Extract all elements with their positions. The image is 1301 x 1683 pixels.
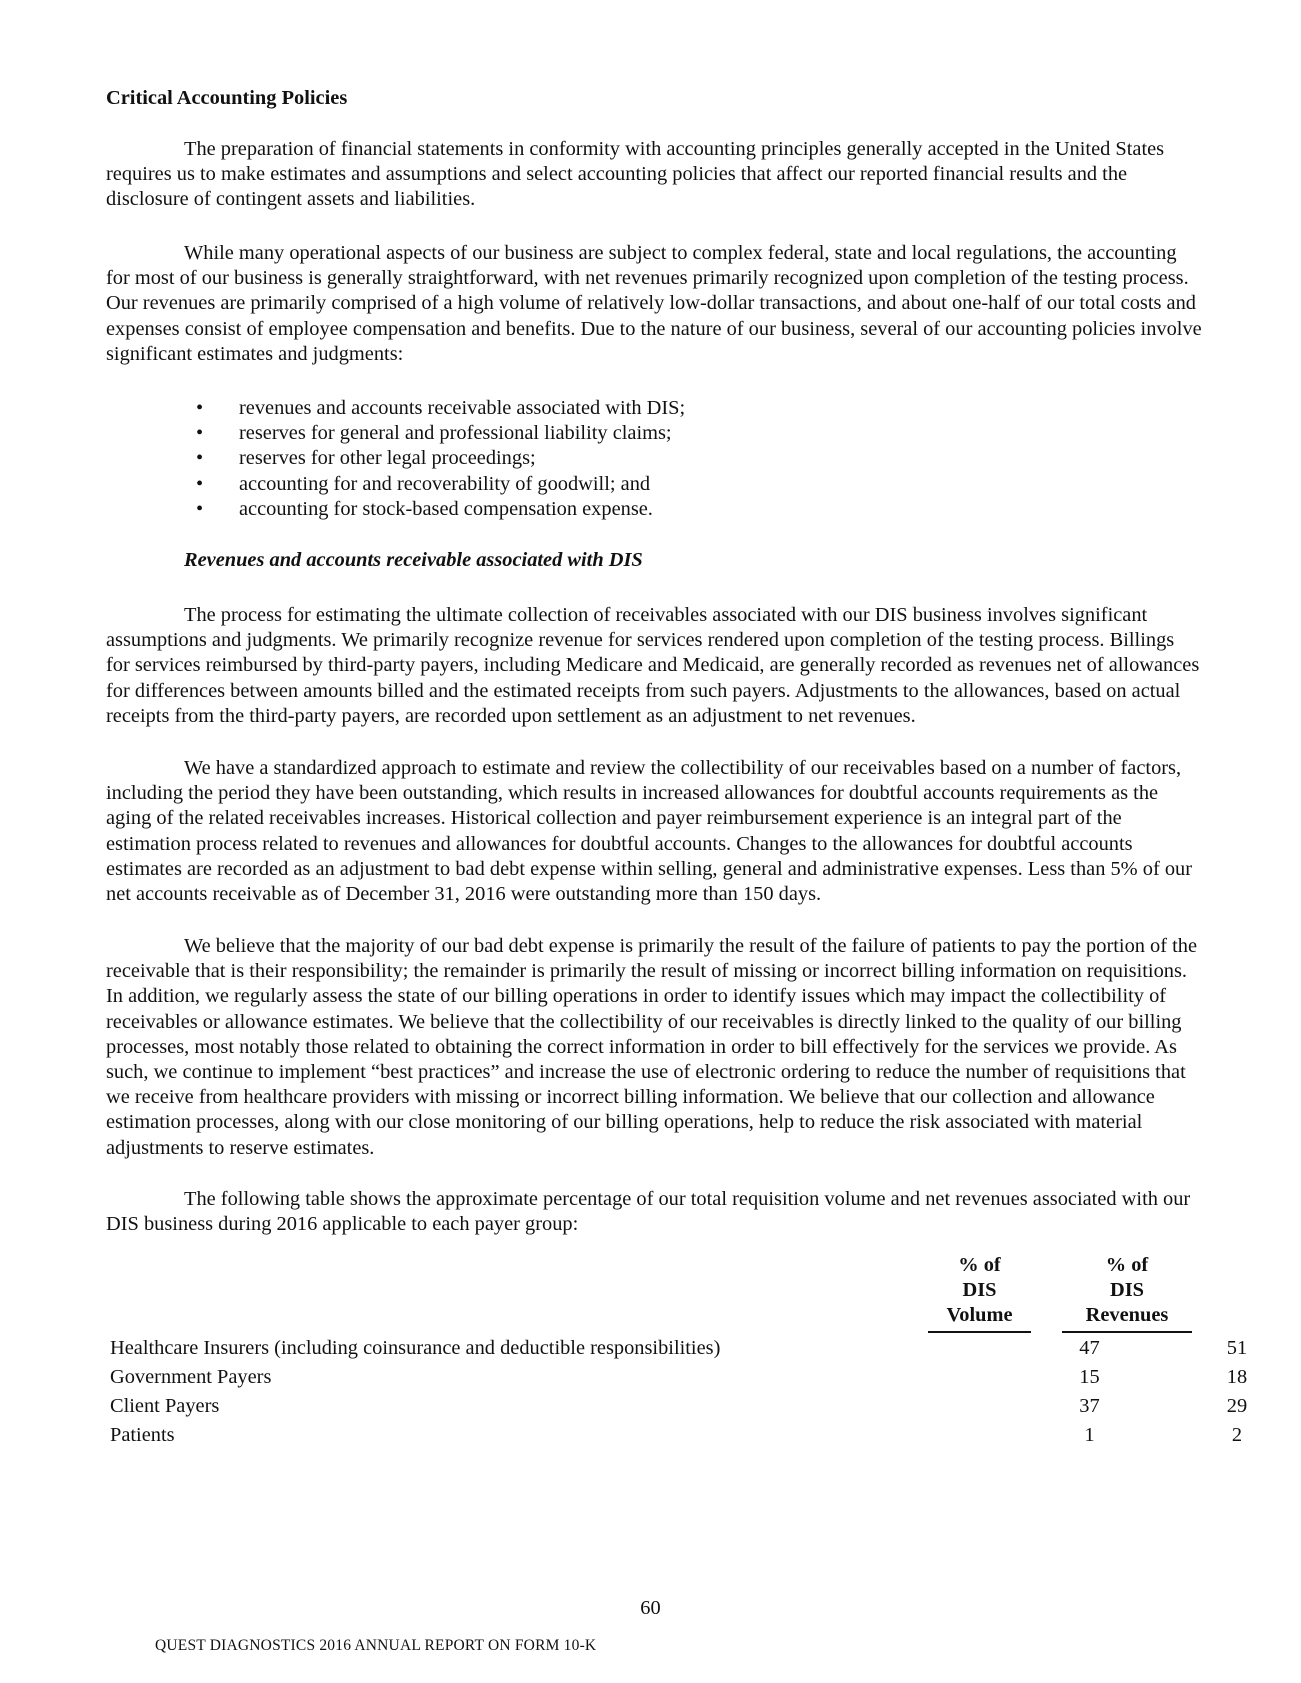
row-label: Healthcare Insurers (including coinsurance and deductible responsibilities) <box>110 1337 721 1359</box>
list-item <box>196 421 685 446</box>
revenues-value: 18 <box>1226 1366 1248 1388</box>
volume-value: 47 <box>1079 1337 1100 1359</box>
list-item-text: reserves for other legal proceedings; <box>239 447 536 470</box>
paragraph-table-intro: The following table shows the approximate percentage of our total requisition volume and net revenues associated with our DIS business during 2016 applicable to each payer group: <box>106 1188 1191 1236</box>
table-row <box>110 1365 1248 1394</box>
row-label: Patients <box>110 1424 175 1446</box>
list-item <box>196 497 685 522</box>
revenues-value: 29 <box>1226 1395 1248 1417</box>
header-line: DIS <box>962 1279 997 1302</box>
table-row <box>110 1336 1248 1365</box>
header-line: DIS <box>1109 1279 1144 1302</box>
volume-value: 37 <box>1079 1395 1100 1417</box>
list-item-text: revenues and accounts receivable associated with DIS; <box>239 397 686 419</box>
policy-list <box>196 396 685 522</box>
revenues-value: 51 <box>1226 1337 1248 1359</box>
header-line: Volume <box>946 1304 1013 1327</box>
row-label: Government Payers <box>110 1366 272 1388</box>
header-line: % of <box>1105 1254 1149 1276</box>
section-heading: Critical Accounting Policies <box>106 87 348 109</box>
column-header-volume <box>928 1253 1031 1333</box>
header-line: Revenues <box>1085 1304 1169 1327</box>
table-row <box>110 1394 1248 1423</box>
column-header-revenues <box>1062 1253 1192 1333</box>
list-item-text: accounting for and recoverability of goodwill; and <box>239 472 651 495</box>
paragraph-intro: The preparation of financial statements in conformity with accounting principles generally accepted in the United States requires us to make estimates and assumptions and select accounting policies that affect our reported financial results and the disclosure of contingent assets and liabilities. <box>106 138 1165 211</box>
bullet-icon: • <box>196 447 204 470</box>
volume-value: 1 <box>1084 1424 1095 1446</box>
table-row <box>110 1423 1243 1452</box>
bullet-icon: • <box>196 422 204 445</box>
list-item <box>196 396 685 421</box>
list-item <box>196 472 685 497</box>
page-number: 60 <box>640 1597 661 1619</box>
volume-value: 15 <box>1079 1366 1100 1388</box>
revenues-value: 2 <box>1231 1424 1243 1446</box>
list-item-text: accounting for stock-based compensation expense. <box>239 497 653 520</box>
bullet-icon: • <box>196 397 204 419</box>
paragraph-operations: While many operational aspects of our business are subject to complex federal, state and local regulations, the accounting for most of our business is generally straightforward, with net revenues primarily recognized upon completion of the testing process. Our revenues are primarily comprised of a high volume of relatively low-dollar transactions, and about one-half of our total costs and expenses consist of employee compensation and benefits. Due to the nature of our business, several of our accounting policies involve significant estimates and judgments: <box>106 242 1202 365</box>
paragraph-standardized-approach: We have a standardized approach to estimate and review the collectibility of our receivables based on a number of factors, including the period they have been outstanding, which results in increased allowances for doubtful accounts requirements as the aging of the related receivables increases. Historical collection and payer reimbursement experience is an integral part of the estimation process related to revenues and allowances for doubtful accounts. Changes to the allowances for doubtful accounts estimates are recorded as an adjustment to bad debt expense within selling, general and administrative expenses. Less than 5% of our net accounts receivable as of December 31, 2016 were outstanding more than 150 days. <box>106 757 1193 906</box>
list-item <box>196 446 685 471</box>
bullet-icon: • <box>196 472 204 495</box>
list-item-text: reserves for general and professional liability claims; <box>239 422 672 445</box>
paragraph-estimation-process: The process for estimating the ultimate collection of receivables associated with our DIS business involves significant assumptions and judgments. We primarily recognize revenue for services rendered upon completion of the testing process. Billings for services reimbursed by third-party payers, including Medicare and Medicaid, are generally recorded as revenues net of allowances for differences between amounts billed and the estimated receipts from such payers. Adjustments to the allowances, based on actual receipts from the third-party payers, are recorded upon settlement as an adjustment to net revenues. <box>106 604 1200 727</box>
bullet-icon: • <box>196 497 204 520</box>
subsection-heading: Revenues and accounts receivable associated with DIS <box>184 549 643 571</box>
page-footer: QUEST DIAGNOSTICS 2016 ANNUAL REPORT ON FORM 10-K <box>155 1637 597 1654</box>
row-label: Client Payers <box>110 1395 220 1417</box>
header-line: % of <box>958 1254 1001 1276</box>
paragraph-bad-debt: We believe that the majority of our bad debt expense is primarily the result of the failure of patients to pay the portion of the receivable that is their responsibility; the remainder is primarily the result of missing or incorrect billing information on requisitions. In addition, we regularly assess the state of our billing operations in order to identify issues which may impact the collectibility of receivables or allowance estimates. We believe that the collectibility of our receivables is directly linked to the quality of our billing processes, most notably those related to obtaining the correct information in order to bill effectively for the services we provide. As such, we continue to implement “best practices” and increase the use of electronic ordering to reduce the number of requisitions that we receive from healthcare providers with missing or incorrect billing information. We believe that our collection and allowance estimation processes, along with our close monitoring of our billing operations, help to reduce the risk associated with material adjustments to reserve estimates. <box>106 935 1198 1159</box>
